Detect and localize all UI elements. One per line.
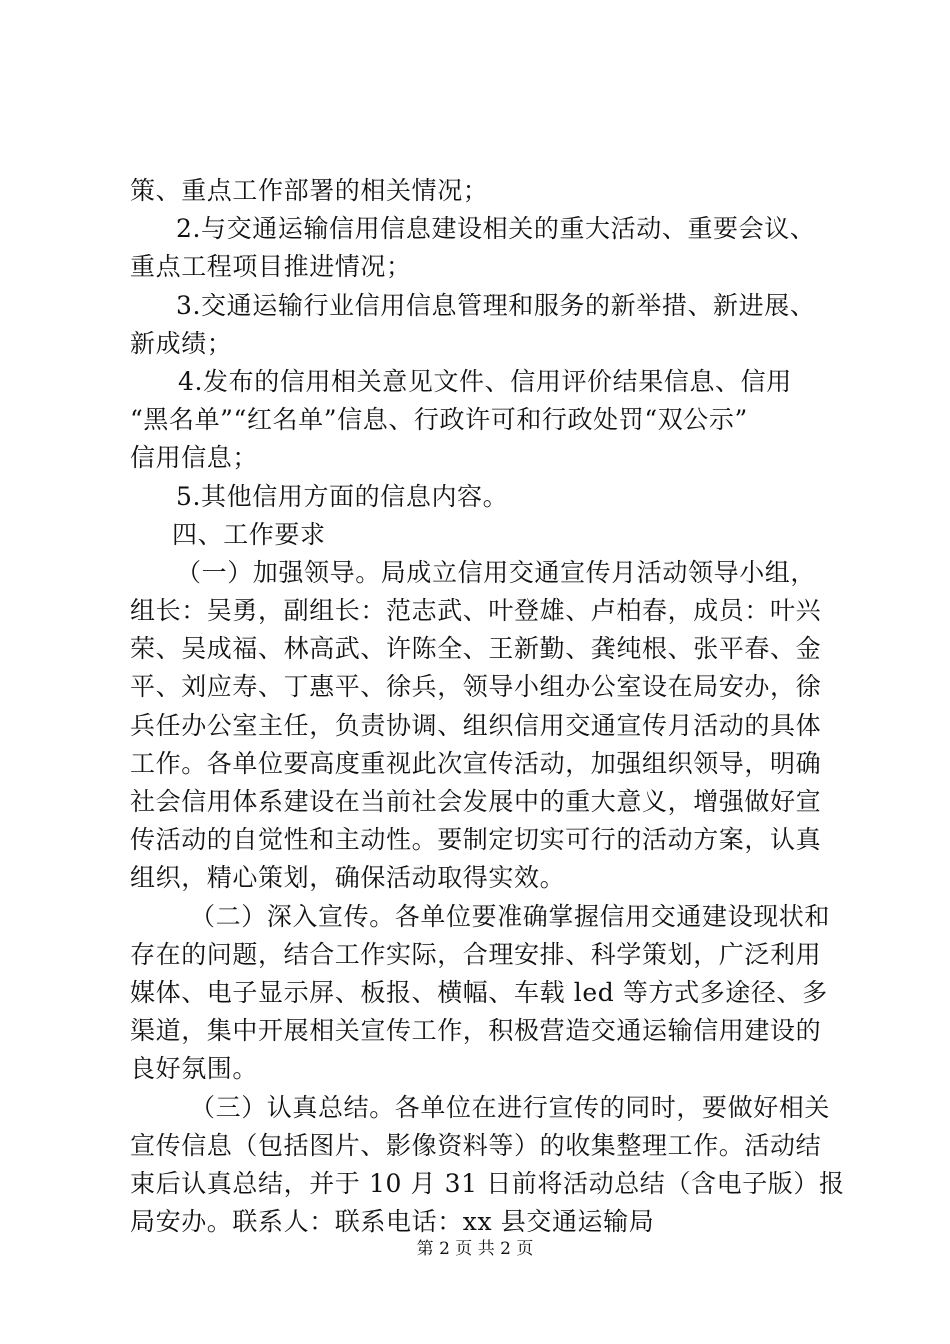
list-item-5: 5.其他信用方面的信息内容。 [176, 481, 509, 511]
text-line: 束后认真总结，并于 10 月 31 日前将活动总结（含电子版）报 [130, 1168, 845, 1198]
list-item-3: 3.交通运输行业信用信息管理和服务的新举措、新进展、 [176, 290, 816, 320]
list-item-4: 4.发布的信用相关意见文件、信用评价结果信息、信用 [178, 366, 792, 396]
text-line: 平、刘应寿、丁惠平、徐兵，领导小组办公室设在局安办，徐 [130, 672, 822, 702]
document-body [130, 172, 845, 1241]
text-line: 信用信息； [130, 443, 259, 473]
text-line: 渠道，集中开展相关宣传工作，积极营造交通运输信用建设的 [130, 1016, 822, 1046]
text-line: “黑名单”“红名单”信息、行政许可和行政处罚“双公示” [130, 405, 748, 435]
section-heading: 四、工作要求 [172, 519, 326, 549]
text-line: 工作。各单位要高度重视此次宣传活动，加强组织领导，明确 [130, 748, 822, 778]
text-line: 组长：吴勇，副组长：范志武、叶登雄、卢柏春，成员：叶兴 [130, 596, 822, 626]
paragraph-start-3: （三）认真总结。各单位在进行宣传的同时，要做好相关 [190, 1092, 831, 1122]
text-line: 存在的问题，结合工作实际，合理安排、科学策划，广泛利用 [130, 939, 822, 969]
paragraph-start-1: （一）加强领导。局成立信用交通宣传月活动领导小组， [176, 557, 817, 587]
paragraph-start-2: （二）深入宣传。各单位要准确掌握信用交通建设现状和 [190, 901, 831, 931]
page-number-footer: 第 2 页 共 2 页 [416, 1239, 534, 1259]
text-line: 局安办。联系人：联系电话：xx 县交通运输局 [130, 1207, 655, 1237]
text-line: 宣传信息（包括图片、影像资料等）的收集整理工作。活动结 [130, 1130, 822, 1160]
text-line: 兵任办公室主任，负责协调、组织信用交通宣传月活动的具体 [130, 710, 822, 740]
text-line: 新成绩； [130, 328, 233, 358]
text-line: 媒体、电子显示屏、板报、横幅、车载 led 等方式多途径、多 [130, 977, 828, 1007]
text-line: 良好氛围。 [130, 1054, 259, 1084]
text-line: 策、重点工作部署的相关情况； [130, 176, 489, 205]
text-line: 组织，精心策划，确保活动取得实效。 [130, 863, 566, 893]
text-line: 传活动的自觉性和主动性。要制定切实可行的活动方案，认真 [130, 825, 822, 855]
text-line: 重点工程项目推进情况； [130, 252, 412, 282]
text-line: 社会信用体系建设在当前社会发展中的重大意义，增强做好宣 [130, 787, 822, 816]
list-item-2: 2.与交通运输信用信息建设相关的重大活动、重要会议、 [176, 214, 816, 244]
text-line: 荣、吴成福、林高武、许陈全、王新勤、龚纯根、张平春、金 [130, 634, 822, 664]
